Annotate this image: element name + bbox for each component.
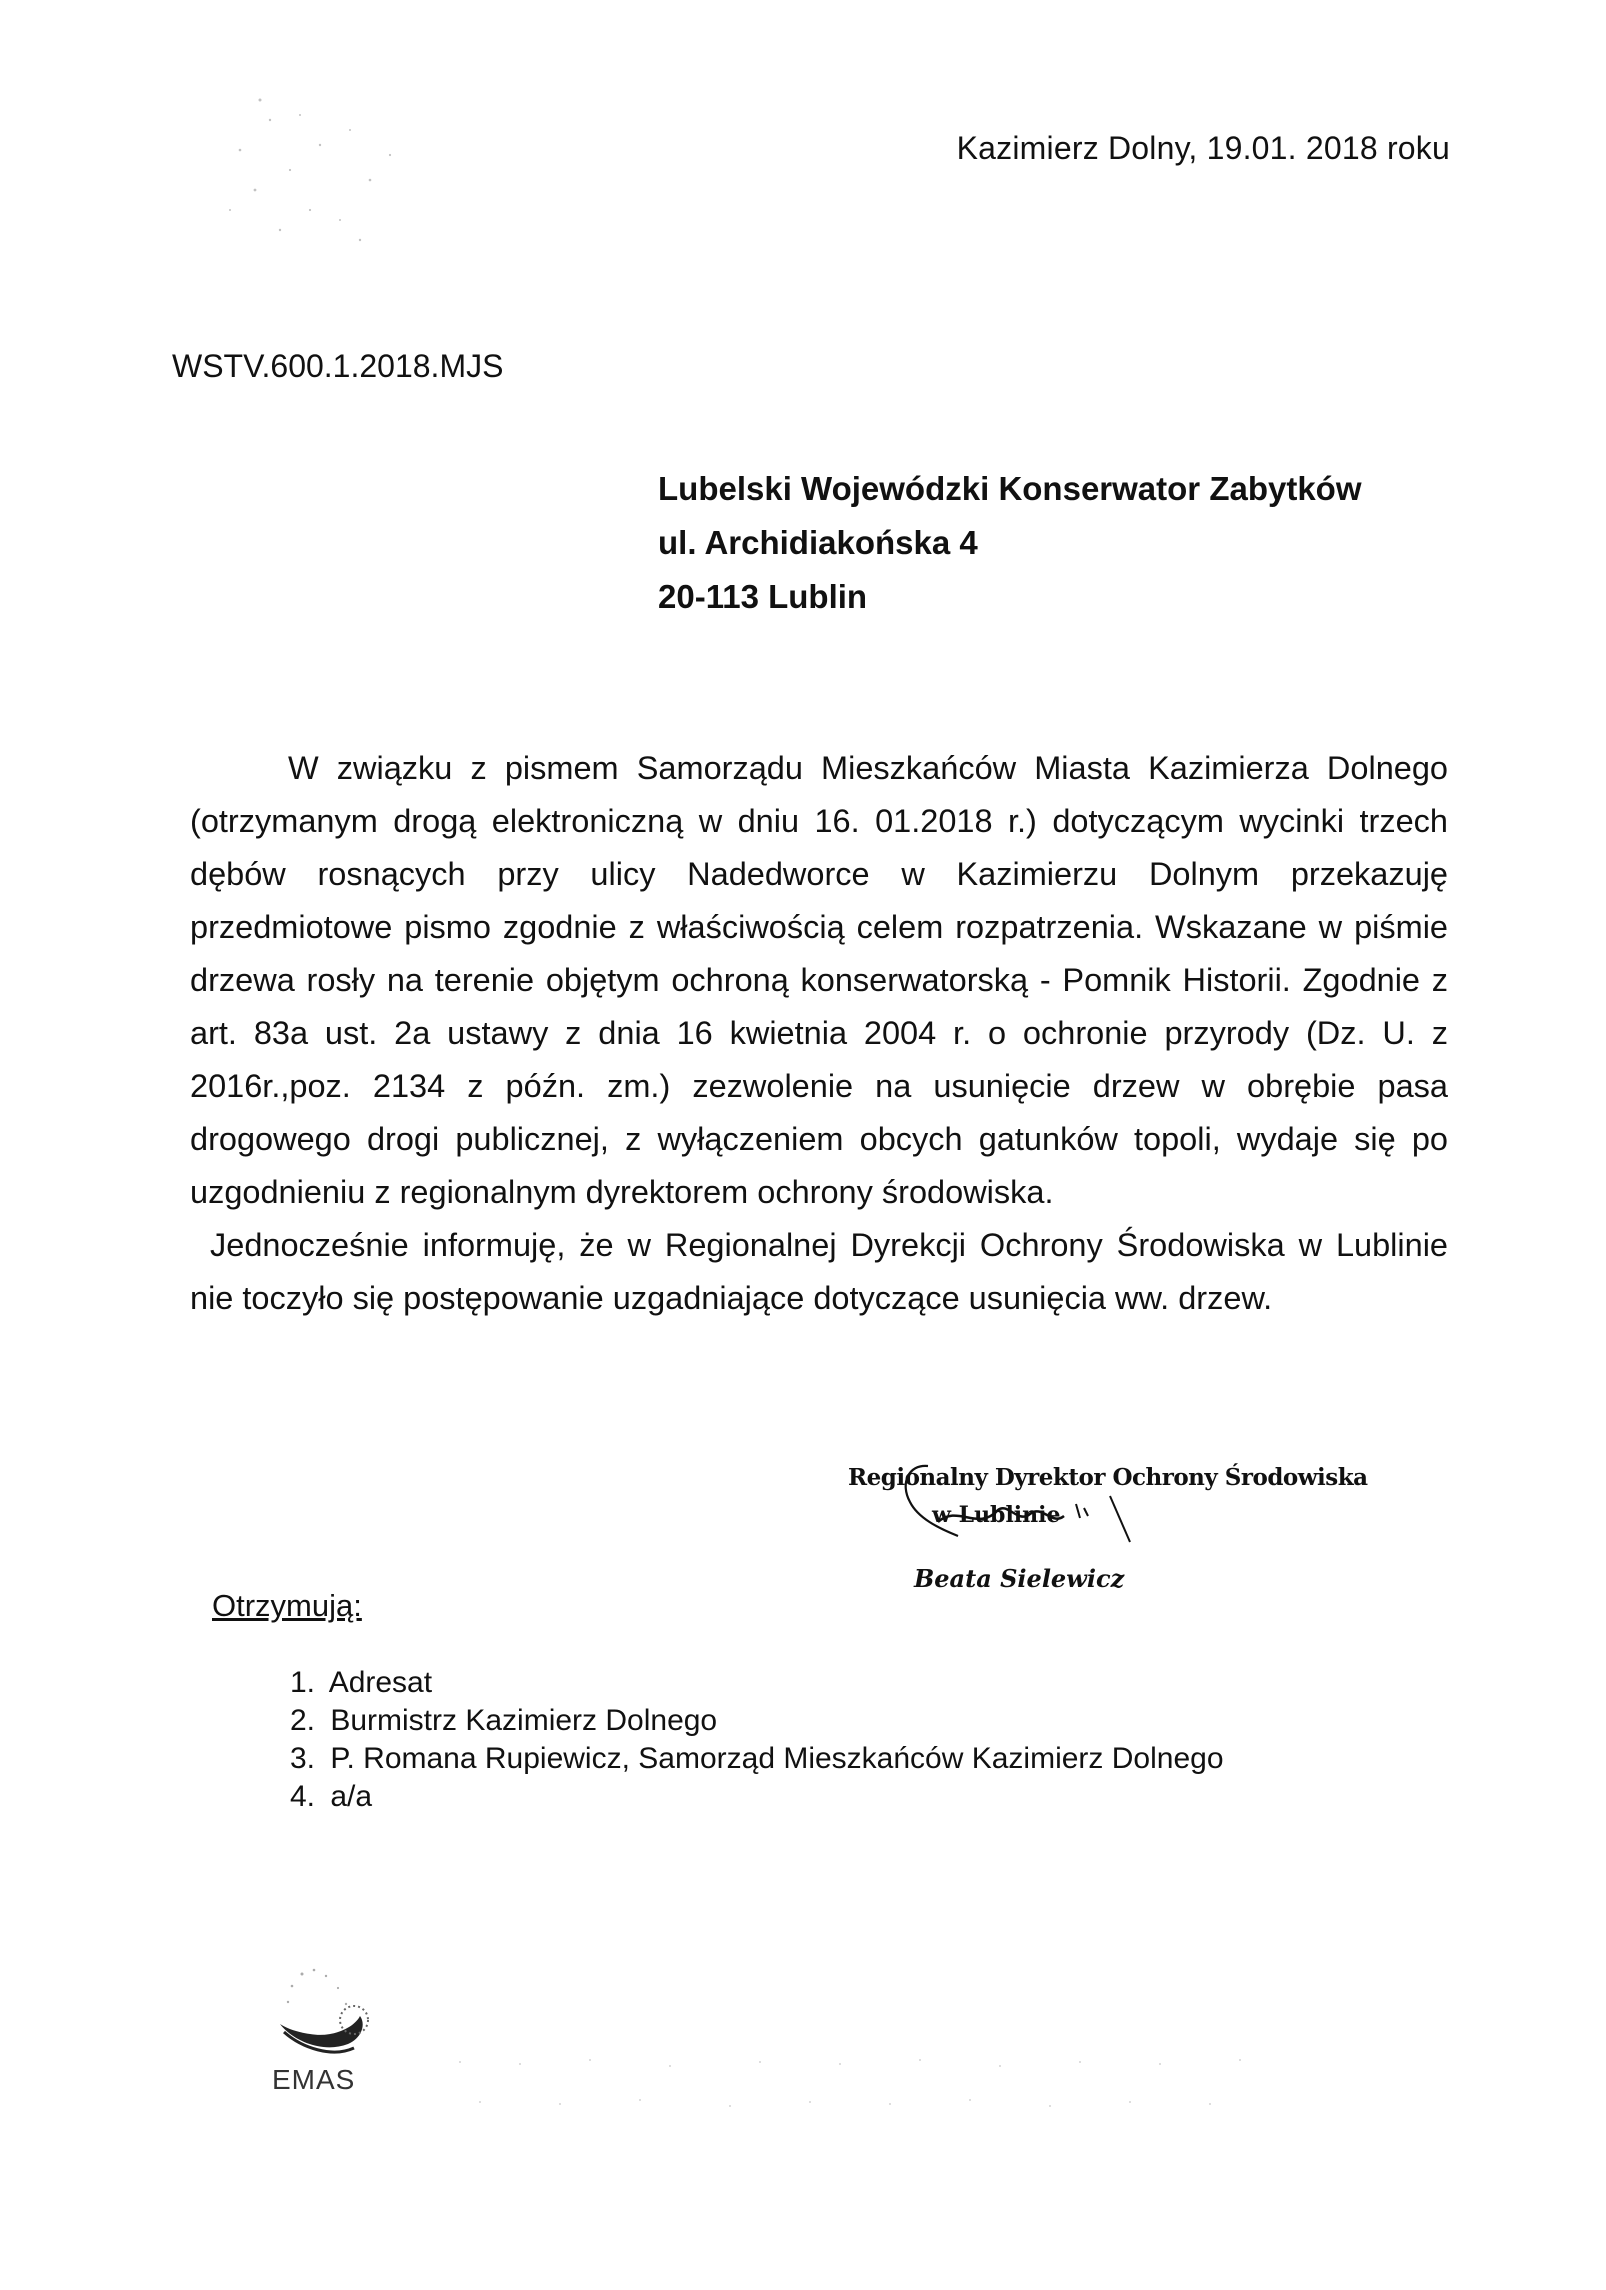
addressee-name: Lubelski Wojewódzki Konserwator Zabytków: [658, 470, 1362, 507]
signatory-name: Beata Sielewicz: [914, 1564, 1125, 1593]
addressee-block: [658, 462, 1362, 624]
faint-footer-noise: [440, 2050, 1320, 2120]
body-paragraph-1: W związku z pismem Samorządu Mieszkańców Miasta Kazimierza Dolnego (otrzymanym drogą elektroniczną w dniu 16. 01.2018 r.) dotyczącym wycinki trzech dębów rosnących przy ulicy Nadedworce w Kazimierzu Dolnym przekazuję przedmiotowe pismo zgodnie z właściwością celem rozpatrzenia. Wskazane w piśmie drzewa rosły na terenie objętym ochroną konserwatorską - Pomnik Historii. Zgodnie z art. 83a ust. 2a ustawy z dnia 16 kwietnia 2004 r. o ochronie przyrody (Dz. U. z 2016r.,poz. 2134 z późn. zm.) zezwolenie na usunięcie drzew w obrębie pasa drogowego drogi publicznej, z wyłączeniem obcych gatunków topoli, wydaje się po uzgodnieniu z regionalnym dyrektorem ochrony środowiska.: [190, 750, 1448, 1210]
emas-logo-text: EMAS: [272, 2064, 356, 2095]
place-and-date: Kazimierz Dolny, 19.01. 2018 roku: [956, 130, 1450, 166]
list-item: 3. P. Romana Rupiewicz, Samorząd Mieszkańców Kazimierz Dolnego: [290, 1742, 1224, 1775]
list-item: 2. Burmistrz Kazimierz Dolnego: [290, 1704, 718, 1737]
addressee-street: ul. Archidiakońska 4: [658, 524, 978, 561]
letter-body: [190, 742, 1448, 1325]
recipients-list: [290, 1664, 1224, 1816]
stamp-line-2: w Lublinie: [932, 1502, 1061, 1528]
body-paragraph-2: Jednocześnie informuję, że w Regionalnej Dyrekcji Ochrony Środowiska w Lublinie nie toczyło się postępowanie uzgadniające dotyczące usunięcia ww. drzew.: [190, 1227, 1448, 1316]
faint-stamp-image: [200, 60, 440, 280]
addressee-city: 20-113 Lublin: [658, 578, 868, 615]
emas-logo: [262, 1962, 422, 2102]
reference-number: WSTV.600.1.2018.MJS: [172, 348, 504, 384]
list-item: 1. Adresat: [290, 1666, 433, 1699]
stamp-line-1: Regionalny Dyrektor Ochrony Środowiska: [848, 1464, 1368, 1491]
signature-block: [848, 1464, 1368, 1614]
recipients-title: Otrzymują:: [212, 1588, 362, 1623]
list-item: 4. a/a: [290, 1780, 373, 1813]
emas-globe-icon: [262, 1962, 422, 2072]
